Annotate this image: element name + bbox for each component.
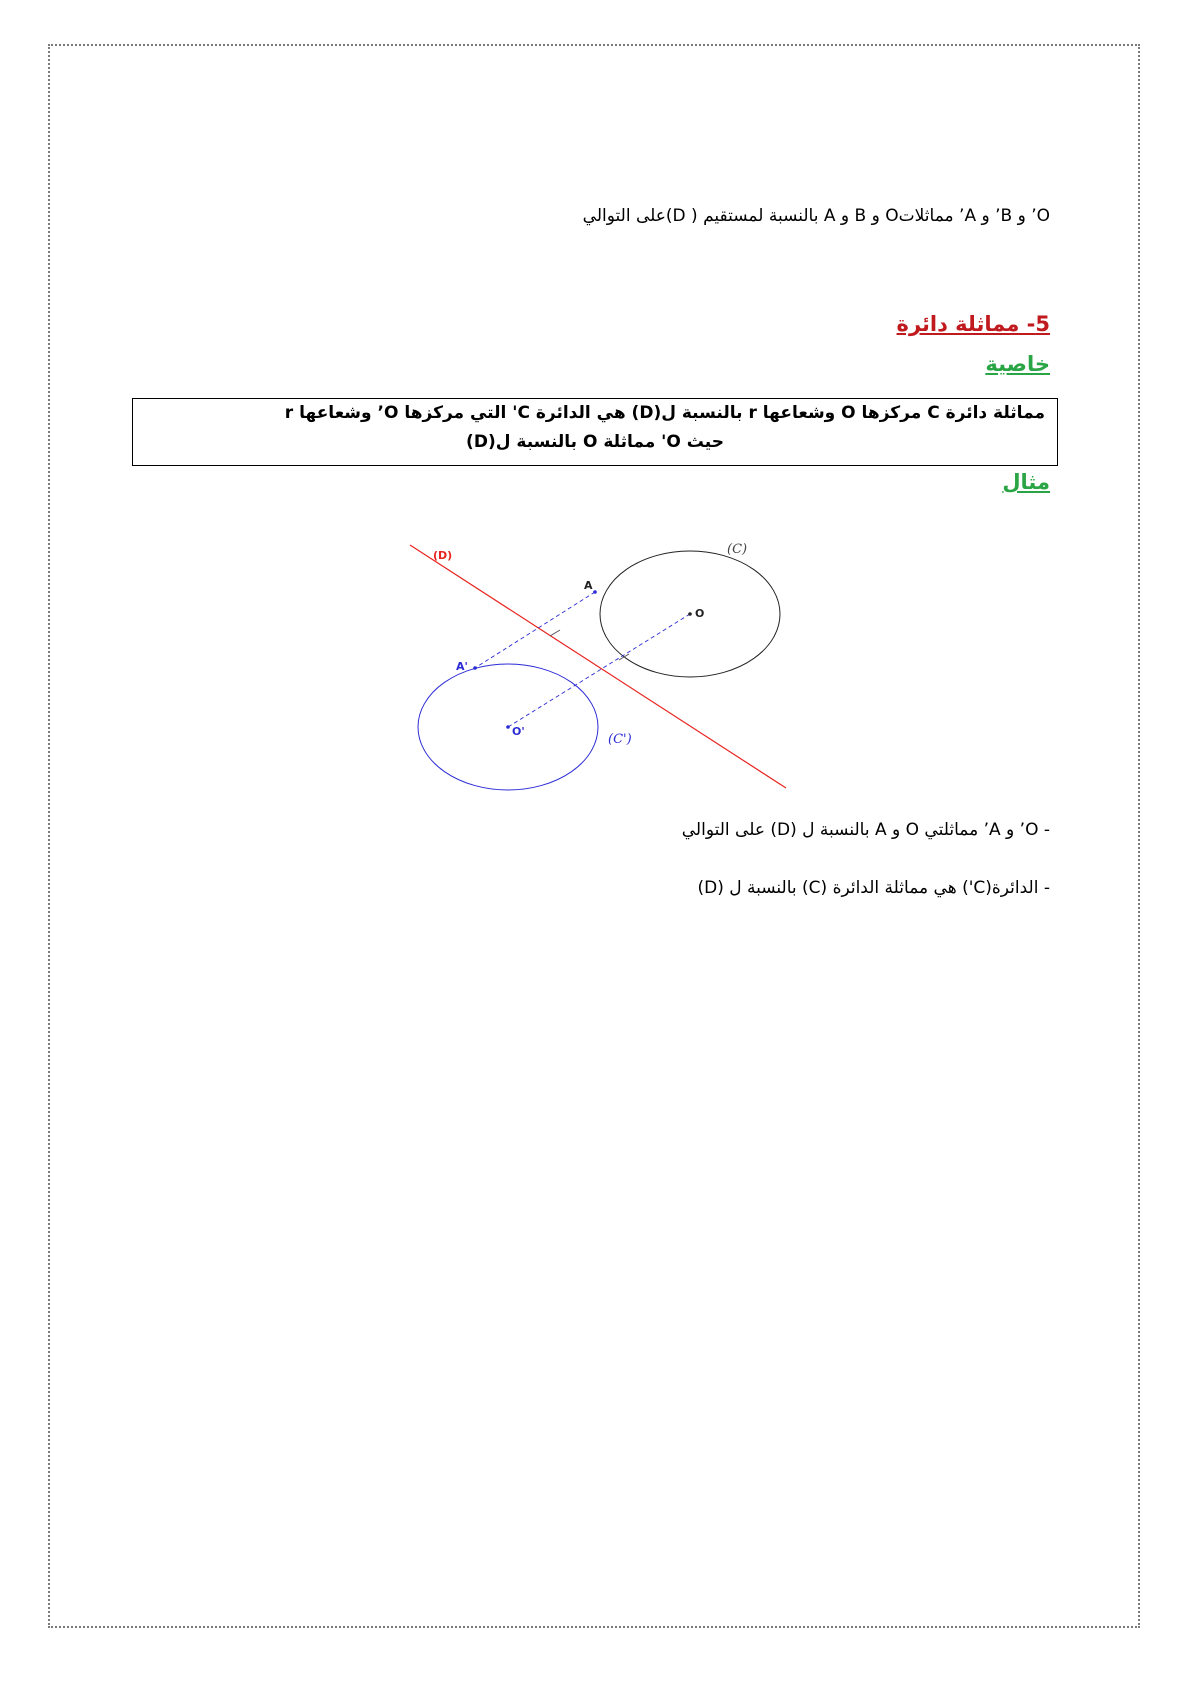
point-o-prime	[506, 725, 510, 729]
point-o-prime-label: O'	[512, 725, 525, 738]
circle-c-prime-label: (C')	[608, 732, 632, 747]
point-a-prime-label: A'	[456, 660, 468, 673]
bullet-2: - الدائرة(C') هي مماثلة الدائرة (C) بالنسبة ل (D)	[697, 878, 1050, 898]
bullet-1: - O’ و A’ مماثلتي O و A بالنسبة ل (D) على التوالي	[681, 820, 1050, 840]
property-line-2: حيث O' مماثلة O بالنسبة ل(D)	[466, 432, 724, 452]
circle-c-label: (C)	[727, 542, 748, 557]
point-a	[593, 590, 597, 594]
intro-line: O’ و B’ و A’ مماثلاتO و B و A بالنسبة لمستقيم ( D)على التوالي	[582, 206, 1050, 226]
segment-a-a-prime	[475, 592, 595, 668]
example-heading: مثال	[1002, 470, 1050, 494]
tick-mark	[550, 630, 560, 636]
property-heading: خاصية	[985, 352, 1050, 376]
section-title: 5- مماثلة دائرة	[896, 312, 1050, 336]
point-o-label: O	[695, 607, 705, 620]
point-a-label: A	[584, 579, 593, 592]
segment-o-o-prime	[508, 614, 690, 727]
line-d-label: (D)	[433, 549, 453, 562]
property-line-1: مماثلة دائرة C مركزها O وشعاعها r بالنسبة ل(D) هي الدائرة C' التي مركزها O’ وشعاعها r	[284, 403, 1045, 423]
point-o	[688, 612, 692, 616]
point-a-prime	[473, 666, 477, 670]
